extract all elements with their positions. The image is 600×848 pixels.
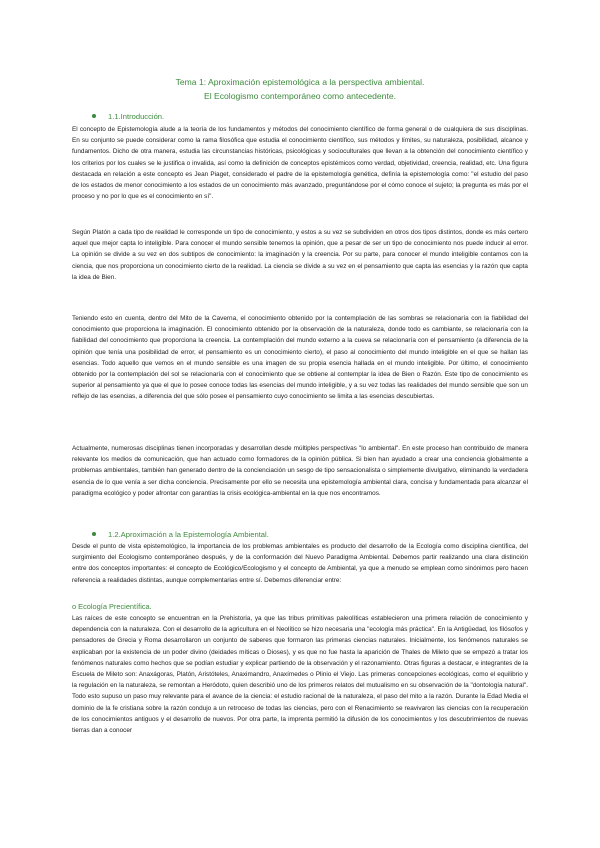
section-heading-1-2-text: 1.2.Aproximación a la Epistemología Ambiental. <box>108 530 269 539</box>
bullet-icon <box>92 114 96 118</box>
document-subtitle: El Ecologismo contemporáneo como antecedente. <box>203 91 397 101</box>
paragraph-cave-myth: Teniendo esto en cuenta, dentro del Mito de la Caverna, el conocimiento obtenido por la contemplación de las sombras se relacionaría con la fiabilidad del conocimiento que proporciona la imaginación. El conocimiento obtenido por la observación de la naturaleza, donde todo es cambiante, se relacionaría con la fiabilidad del conocimiento que proporciona la creencia. La contemplación del mundo externo a la cueva se relacionaría con el pensamiento (a diferencia de la opinión que tenía una posibilidad de error, el pensamiento es un conocimiento cierto), el paso al conocimiento del mundo inteligible en el que se hallan las esencias. Todo aquello que vemos en el mundo sensible es una imagen de su propia esencia hallada en el mundo inteligible. Por último, el conocimiento obtenido por la contemplación del sol se relacionaría con el conocimiento que se obtiene al contemplar la idea de Bien o Razón. Este tipo de conocimiento es superior al pensamiento ya que el que lo posee conoce todas las esencias del mundo inteligible, y a su vez todas las realidades del mundo sensible que son un reflejo de las esencias, a diferencia del que sólo posee el pensamiento cuyo conocimiento se limita a las esencias descubiertas. <box>72 315 528 401</box>
paragraph-environmental: Actualmente, numerosas disciplinas tienen incorporadas y desarrollan desde múltiples perspectivas "lo ambiental". En este proceso han contribuido de manera relevante los medios de comunicación, que han actuado como formadores de la opinión pública. Si bien han ayudado a crear una conciencia globalmente a problemas ambientales, también han generado dentro de la concienciación un sesgo de tipo sensacionalista o simplemente divulgativo, eliminando la verdadera esencia de lo que venía a ser dicha conciencia. Precisamente por ello se necesita una epistemología ambiental clara, concisa y fundamentada para alcanzar el paradigma ecológico y poder afrontar con garantías la crisis ecológica-ambiental en la que nos encontramos. <box>72 445 528 497</box>
section-heading-1-2 <box>92 530 269 540</box>
section-heading-1-1 <box>92 112 164 122</box>
paragraph-precientific-ecology: Las raíces de este concepto se encuentran en la Prehistoria, ya que las tribus primitivas paleolíticas establecieron una primera relación de conocimiento y dependencia con la naturaleza. Con el desarrollo de la agricultura en el Neolítico se hizo necesaria una "ecología más práctica". En la Antigüedad, los filósofos y pensadores de Grecia y Roma desarrollaron un conjunto de saberes que formaron las primeras ciencias naturales. Inicialmente, los fenómenos naturales se explicaban por la existencia de un poder divino (deidades míticas o Dioses), y es que no fue hasta la aparición de Thales de Mileto que se empezó a tratar los fenómenos naturales como hechos que se podían estudiar y explicar partiendo de la observación y el razonamiento. Otras figuras a destacar, e integrantes de la Escuela de Mileto son: Anaxágoras, Platón, Aristóteles, Anaximandro, Anaxímedes o Plinio el Viejo. Las primeras concepciones ecológicas, como el equilibrio y la regulación en la naturaleza, se remontan a Heródoto, quien describió uno de los primeros relatos del mutualismo en su observación de la "dontología natural". Todo esto supuso un paso muy relevante para el avance de la ciencia: el estudio racional de la naturaleza, el paso del mito a la razón. Durante la Edad Media el dominio de la fe cristiana sobre la razón condujo a un retroceso de todas las ciencias, pero con el Renacimiento se reavivaron las ciencias con la recuperación de los conocimientos antiguos y el desarrollo de nuevos. Por otra parte, la imprenta permitió la difusión de los conocimientos y los descubrimientos de nuevas tierras dan a conocer <box>72 615 528 735</box>
paragraph-plato: Según Platón a cada tipo de realidad le corresponde un tipo de conocimiento, y estos a su vez se subdividen en otros dos tipos distintos, donde es más certero aquel que mejor capta lo inteligible. Para conocer el mundo sensible tenemos la opinión, que a pesar de ser un tipo de conocimiento nos puede inducir al error. La opinión se divide a su vez en dos subtipos de conocimiento: la imaginación y la creencia. Por su parte, para conocer el mundo inteligible contamos con la ciencia, que nos proporciona un conocimiento cierto de la realidad. La ciencia se divide a su vez en el pensamiento que capta las esencias y la razón que capta la idea de Bien. <box>72 229 528 281</box>
subsection-heading-precientific: o Ecología Precientífica. <box>72 602 152 611</box>
document-title: Tema 1: Aproximación epistemológica a la perspectiva ambiental. <box>175 77 425 87</box>
paragraph-epistemological-view: Desde el punto de vista epistemológico, la importancia de los problemas ambientales es producto del desarrollo de la Ecología como disciplina científica, del surgimiento del Ecologismo contemporáneo después, y de la conformación del Nuevo Paradigma Ambiental. Debemos partir realizando una clara distinción entre dos conceptos importantes: el concepto de Ecológico/Ecologismo y el concepto de Ambiental, ya que a menudo se emplean como sinónimos pero hacen referencia a realidades distintas, aunque complementarias entre sí. Debemos diferenciar entre: <box>72 543 528 584</box>
bullet-icon <box>92 532 96 536</box>
paragraph-epistemology: El concepto de Epistemología alude a la teoría de los fundamentos y métodos del conocimiento científico de forma general o de cualquiera de sus disciplinas. En su conjunto se puede considerar como la rama filosófica que estudia el conocimiento científico, sus métodos y límites, su naturaleza, posibilidad, alcance y fundamentos. Dicho de otra manera, estudia las circunstancias históricas, psicológicas y socioculturales que llevan a la obtención del conocimiento científico y los criterios por los cuales se le justifica o invalida, así como la definición de conceptos epistémicos como verdad, objetividad, creencia, realidad, etc. Una figura destacada en relación a este concepto es Jean Piaget, considerado el padre de la epistemología genética, definía la epistemología como: "el estudio del paso de los estados de menor conocimiento a los estados de un conocimiento más avanzado, preguntándose por el cómo conoce el sujeto; la pregunta es más por el proceso y no por lo que es el conocimiento en sí". <box>72 126 528 201</box>
section-heading-1-1-text: 1.1.Introducción. <box>108 112 165 121</box>
